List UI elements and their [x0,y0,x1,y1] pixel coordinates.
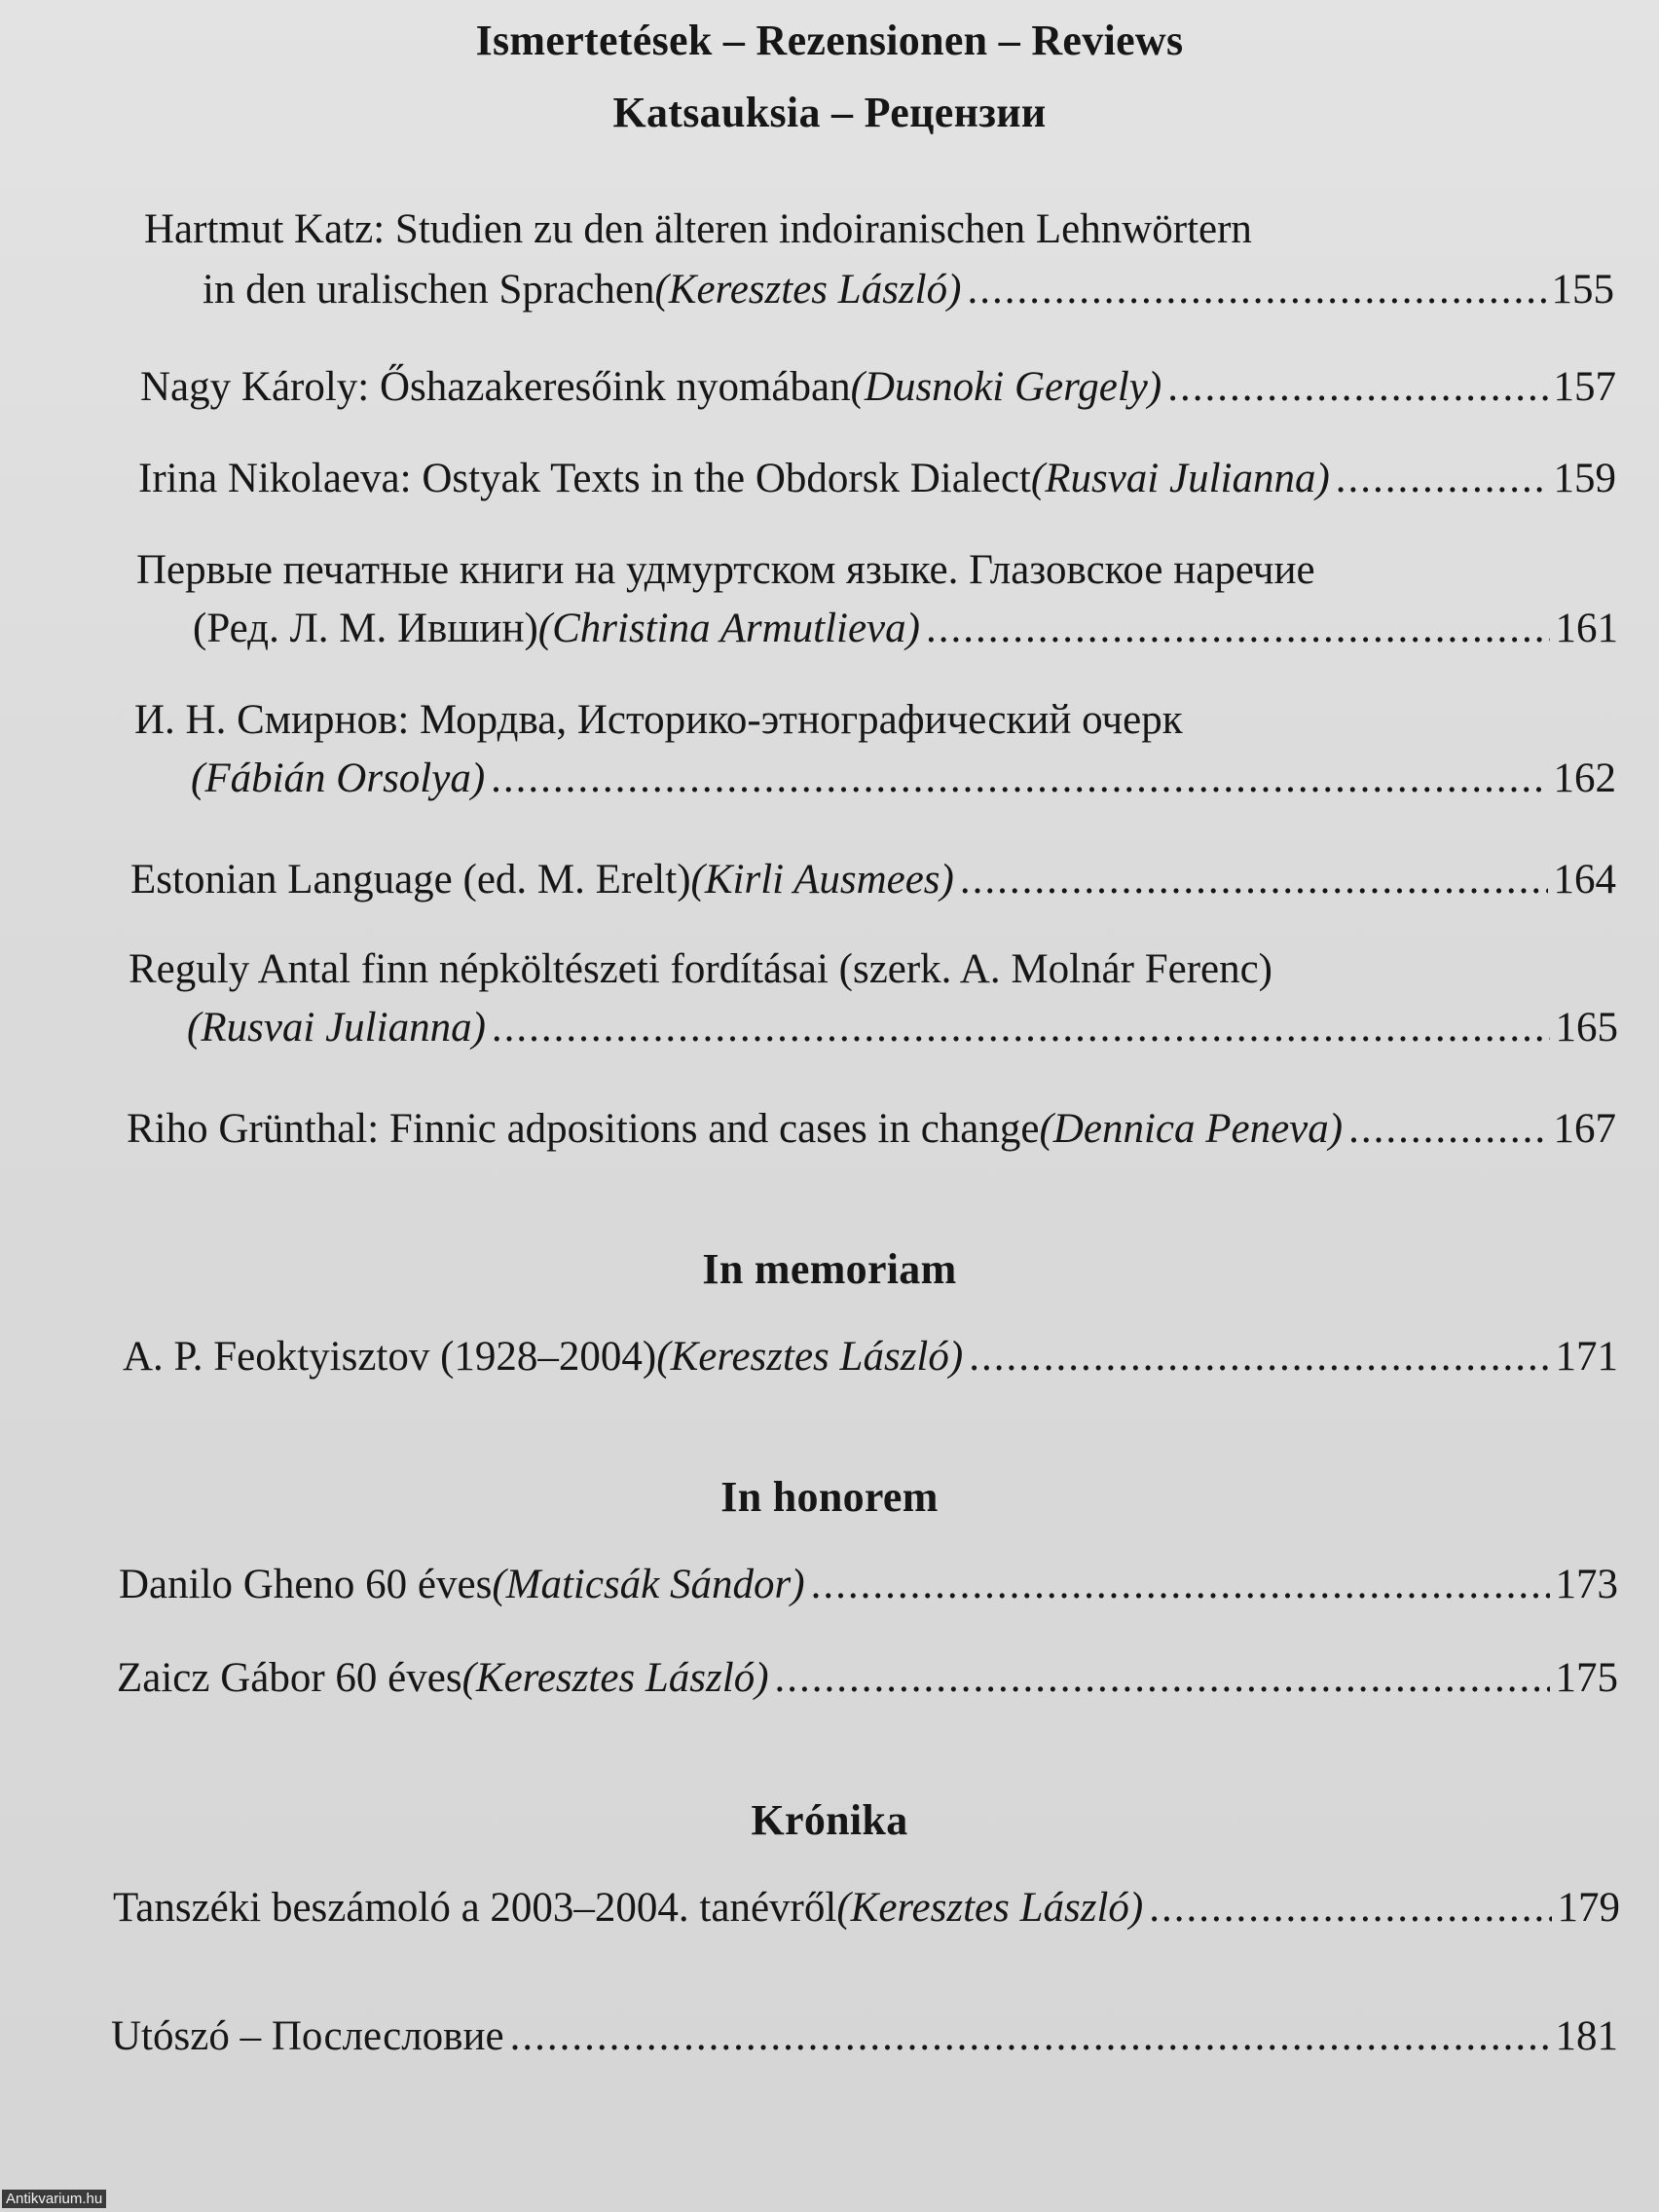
page-number: 161 [1555,606,1618,651]
page-number: 159 [1553,456,1616,501]
entry-title-line: Hartmut Katz: Studien zu den älteren indoiranischen Lehnwörtern [144,206,1252,252]
toc-entry [113,1883,1620,1947]
page-number: 164 [1553,857,1616,903]
entry-reviewer: (Kirli Ausmees) [690,857,954,903]
entry-title: A. P. Feoktyisztov (1928–2004) [123,1334,657,1380]
section-heading-honorem: In honorem [720,1473,939,1521]
page-number: 167 [1553,1106,1616,1152]
toc-entry [130,855,1616,919]
leader-dots [1348,1104,1547,1155]
entry-reviewer: (Keresztes László) [656,1334,964,1380]
entry-reviewer: (Rusvai Julianna) [187,1005,486,1051]
leader-dots [969,1332,1549,1382]
entry-title-line: Первые печатные книги на удмуртском языке. Глазовское наречие [136,547,1315,593]
page-number: 155 [1551,267,1614,313]
entry-reviewer: (Keresztes László) [654,267,962,313]
page-number: 175 [1555,1655,1618,1701]
toc-entry [117,1653,1618,1717]
page-number: 162 [1553,756,1616,801]
leader-dots [926,604,1550,654]
section-heading-reviews: Ismertetések – Rezensionen – Reviews [475,17,1184,64]
leader-dots [1149,1883,1551,1934]
entry-reviewer: (Maticsák Sándor) [492,1562,805,1607]
entry-title: Danilo Gheno 60 éves [119,1562,493,1607]
leader-dots [491,754,1547,804]
section-heading-kronika: Krónika [751,1796,908,1844]
entry-title-line: И. Н. Смирнов: Мордва, Историко-этнографический очерк [134,697,1183,743]
toc-entry [111,2011,1618,2076]
page-number: 157 [1553,364,1616,410]
entry-title: Utószó – Послесловие [111,2013,504,2059]
entry-title-line: Reguly Antal finn népköltészeti fordításai (szerk. A. Molnár Ferenc) [129,946,1273,992]
page-number: 165 [1555,1005,1618,1051]
section-heading-reviews-2: Katsauksia – Рецензии [612,89,1047,136]
toc-entry [119,1560,1618,1624]
toc-entry [123,1332,1618,1396]
section-heading-memoriam: In memoriam [702,1245,957,1293]
entry-reviewer: (Keresztes László) [461,1655,769,1701]
toc-entry [129,944,1618,1067]
leader-dots [492,1003,1550,1053]
toc-entry [144,204,1614,329]
entry-reviewer: (Dusnoki Gergely) [850,364,1162,410]
toc-entry [127,1104,1616,1168]
entry-reviewer: (Keresztes László) [836,1885,1144,1931]
entry-title: Zaicz Gábor 60 éves [117,1655,462,1701]
entry-title: Nagy Károly: Őshazakeresőink nyomában [140,364,851,410]
leader-dots [960,855,1548,905]
entry-title: in den uralischen Sprachen [203,267,655,313]
page-number: 179 [1557,1885,1620,1931]
toc-entry [140,362,1616,426]
page-number: 171 [1555,1334,1618,1380]
leader-dots [775,1653,1550,1704]
entry-reviewer: (Christina Armutlieva) [537,606,920,651]
watermark-logo: Antikvarium.hu [2,2190,106,2208]
leader-dots [1167,362,1547,413]
leader-dots [811,1560,1550,1610]
toc-entry [134,695,1616,818]
entry-title: Irina Nikolaeva: Ostyak Texts in the Obdorsk Dialect [138,456,1031,501]
toc-entry [136,545,1618,668]
toc-entry [138,454,1616,518]
entry-title: Estonian Language (ed. M. Erelt) [130,857,691,903]
entry-title: Tanszéki beszámoló a 2003–2004. tanévről [113,1885,837,1931]
leader-dots [1336,454,1548,504]
entry-title: (Ред. Л. М. Ившин) [193,606,538,651]
page-number: 173 [1555,1562,1618,1607]
entry-reviewer: (Dennica Peneva) [1039,1106,1344,1152]
leader-dots [967,265,1545,315]
entry-reviewer: (Fábián Orsolya) [191,756,486,801]
leader-dots [510,2011,1550,2062]
page-number: 181 [1555,2013,1618,2059]
entry-reviewer: (Rusvai Julianna) [1030,456,1330,501]
entry-title: Riho Grünthal: Finnic adpositions and cases in change [127,1106,1040,1152]
